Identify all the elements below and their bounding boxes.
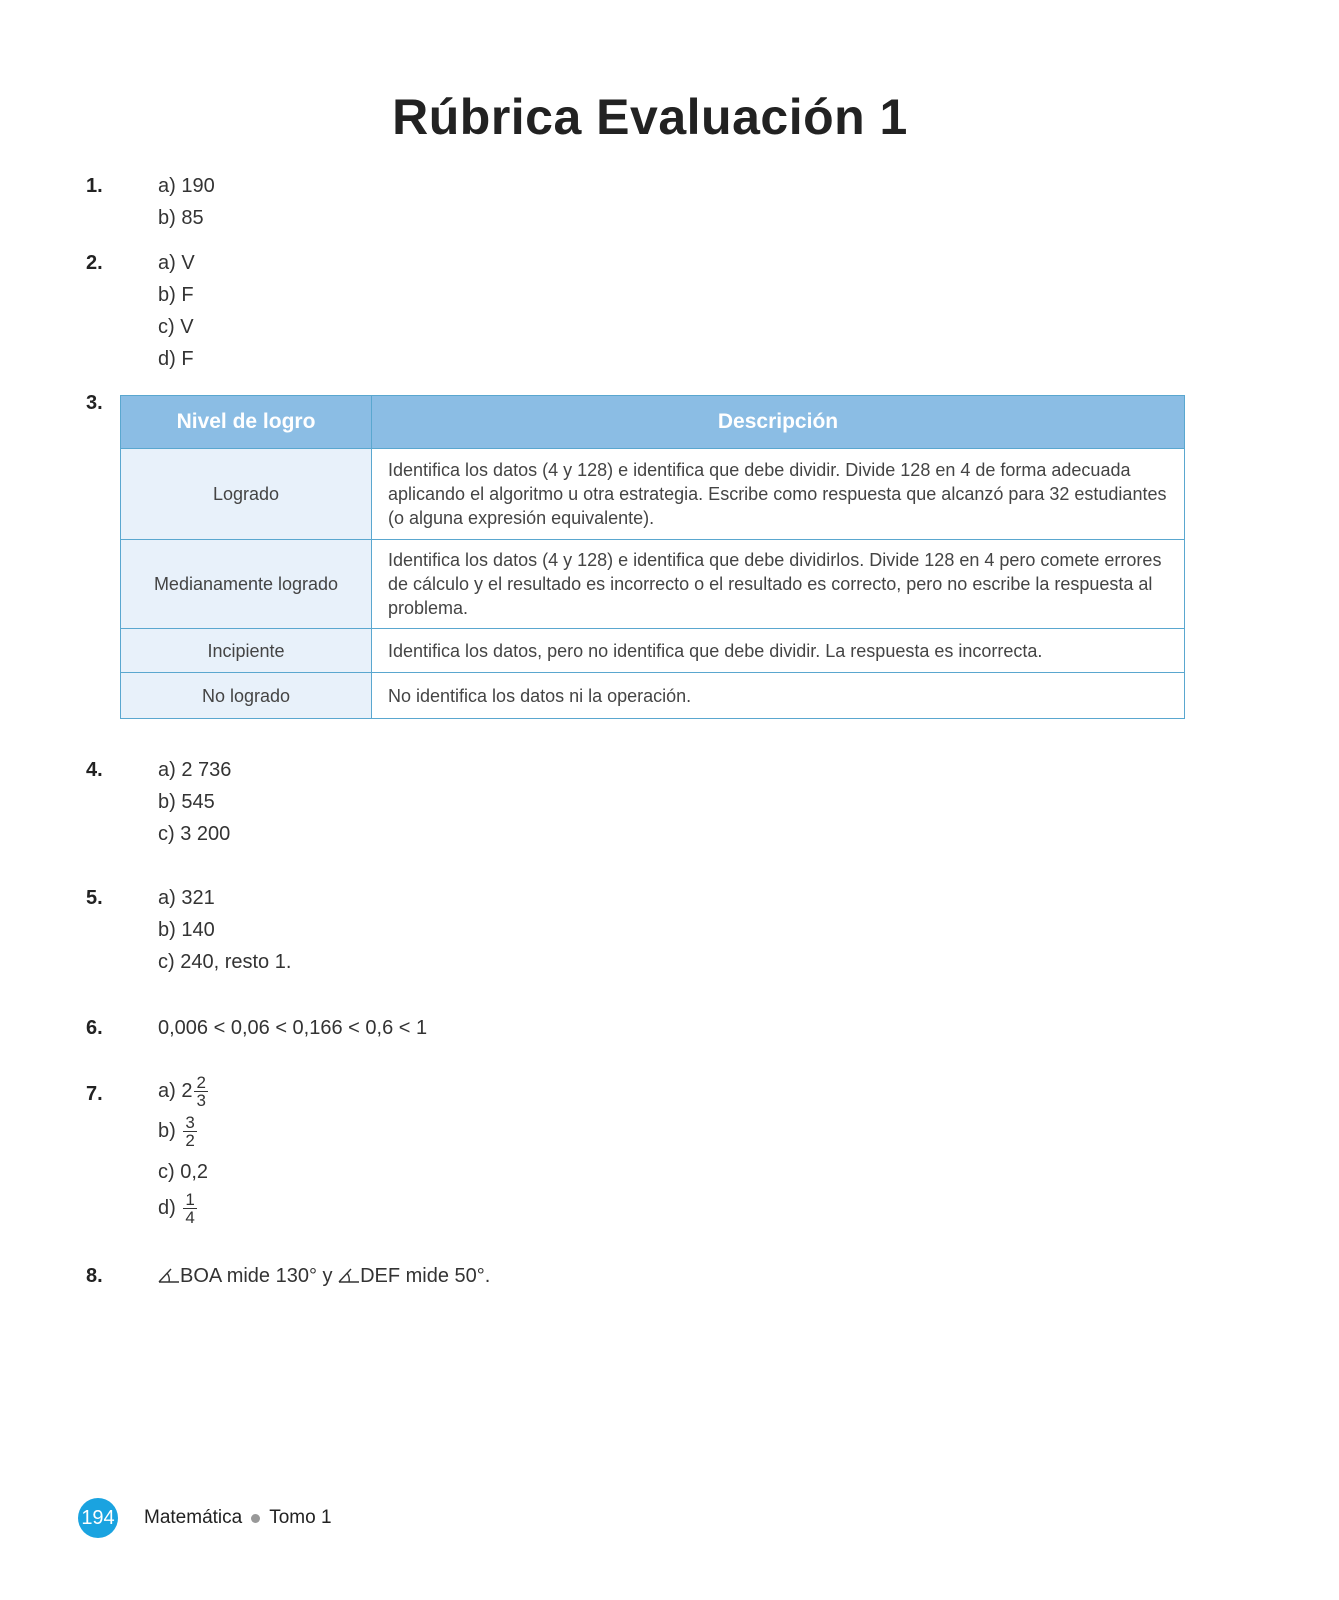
row-description: No identifica los datos ni la operación.	[372, 673, 1185, 719]
answer-7b-label: b)	[158, 1119, 176, 1142]
row-level: Incipiente	[121, 629, 372, 673]
footer-text	[144, 1507, 332, 1529]
question-number-6: 6.	[86, 1017, 103, 1039]
question-number-7: 7.	[86, 1083, 103, 1105]
row-description: Identifica los datos (4 y 128) e identifica que debe dividir. Divide 128 en 4 de forma adecuada aplicando el algoritmo u otra estrategia. Escribe como respuesta que alcanzó para 32 estudiantes (o alguna expresión equivalente).	[372, 449, 1185, 540]
answer-7a-fraction	[194, 1074, 207, 1109]
question-number-4: 4.	[86, 759, 103, 781]
row-level: No logrado	[121, 673, 372, 719]
answer-8	[158, 1265, 490, 1288]
angle-icon	[158, 1267, 180, 1283]
answer-4a: a) 2 736	[158, 759, 232, 781]
answer-5c: c) 240, resto 1.	[158, 951, 292, 973]
book-title: Matemática	[144, 1507, 243, 1528]
angle-name-2: DEF	[360, 1265, 401, 1287]
header-level: Nivel de logro	[121, 396, 372, 449]
answer-1b: b) 85	[158, 207, 204, 229]
page-footer	[78, 1498, 332, 1538]
answer-7b	[158, 1114, 197, 1149]
answer-7a	[158, 1074, 208, 1109]
answer-8-text-2: mide 50°.	[400, 1265, 491, 1287]
row-description: Identifica los datos (4 y 128) e identifica que debe dividirlos. Divide 128 en 4 pero comete errores de cálculo y el resultado es incorrecto o el resultado es correcto, pero no escribe la respuesta al problema.	[372, 540, 1185, 629]
table-row	[121, 449, 1185, 540]
answer-4b: b) 545	[158, 791, 215, 813]
answer-7c: c) 0,2	[158, 1161, 209, 1183]
answer-8-text-1: mide 130° y	[221, 1265, 339, 1287]
answer-7a-whole: 2	[181, 1079, 193, 1102]
header-description: Descripción	[372, 396, 1185, 449]
answer-5b: b) 140	[158, 919, 215, 941]
answer-7d	[158, 1191, 197, 1226]
angle-name-1: BOA	[180, 1265, 222, 1287]
answer-7d-label: d)	[158, 1196, 176, 1219]
answer-5a: a) 321	[158, 887, 215, 909]
question-number-5: 5.	[86, 887, 103, 909]
answer-2a: a) V	[158, 252, 195, 274]
separator-dot-icon	[251, 1514, 260, 1523]
fraction-denominator: 2	[185, 1131, 195, 1150]
table-row	[121, 540, 1185, 629]
volume-label: Tomo 1	[269, 1507, 332, 1528]
table-row	[121, 673, 1185, 719]
question-number-8: 8.	[86, 1265, 103, 1287]
fraction-denominator: 4	[185, 1208, 195, 1227]
question-number-2: 2.	[86, 252, 103, 274]
page-title: Rúbrica Evaluación 1	[392, 89, 908, 145]
answer-2b: b) F	[158, 284, 194, 306]
answer-1a: a) 190	[158, 175, 215, 197]
answer-2c: c) V	[158, 316, 194, 338]
row-description: Identifica los datos, pero no identifica que debe dividir. La respuesta es incorrecta.	[372, 629, 1185, 673]
rubric-table	[120, 395, 1185, 719]
answer-7d-fraction	[183, 1191, 196, 1226]
question-number-1: 1.	[86, 175, 103, 197]
question-number-3: 3.	[86, 392, 103, 414]
table-row	[121, 629, 1185, 673]
fraction-numerator: 2	[196, 1073, 206, 1092]
fraction-denominator: 3	[196, 1091, 206, 1110]
fraction-numerator: 1	[185, 1190, 195, 1209]
answer-2d: d) F	[158, 348, 194, 370]
fraction-numerator: 3	[185, 1113, 195, 1132]
rubric-header-row	[121, 396, 1185, 449]
answer-7a-label: a)	[158, 1079, 176, 1102]
answer-6: 0,006 < 0,06 < 0,166 < 0,6 < 1	[158, 1017, 428, 1039]
row-level: Medianamente logrado	[121, 540, 372, 629]
page-number-badge: 194	[78, 1498, 118, 1538]
answer-7b-fraction	[183, 1114, 196, 1149]
row-level: Logrado	[121, 449, 372, 540]
angle-icon	[338, 1267, 360, 1283]
answer-4c: c) 3 200	[158, 823, 231, 845]
